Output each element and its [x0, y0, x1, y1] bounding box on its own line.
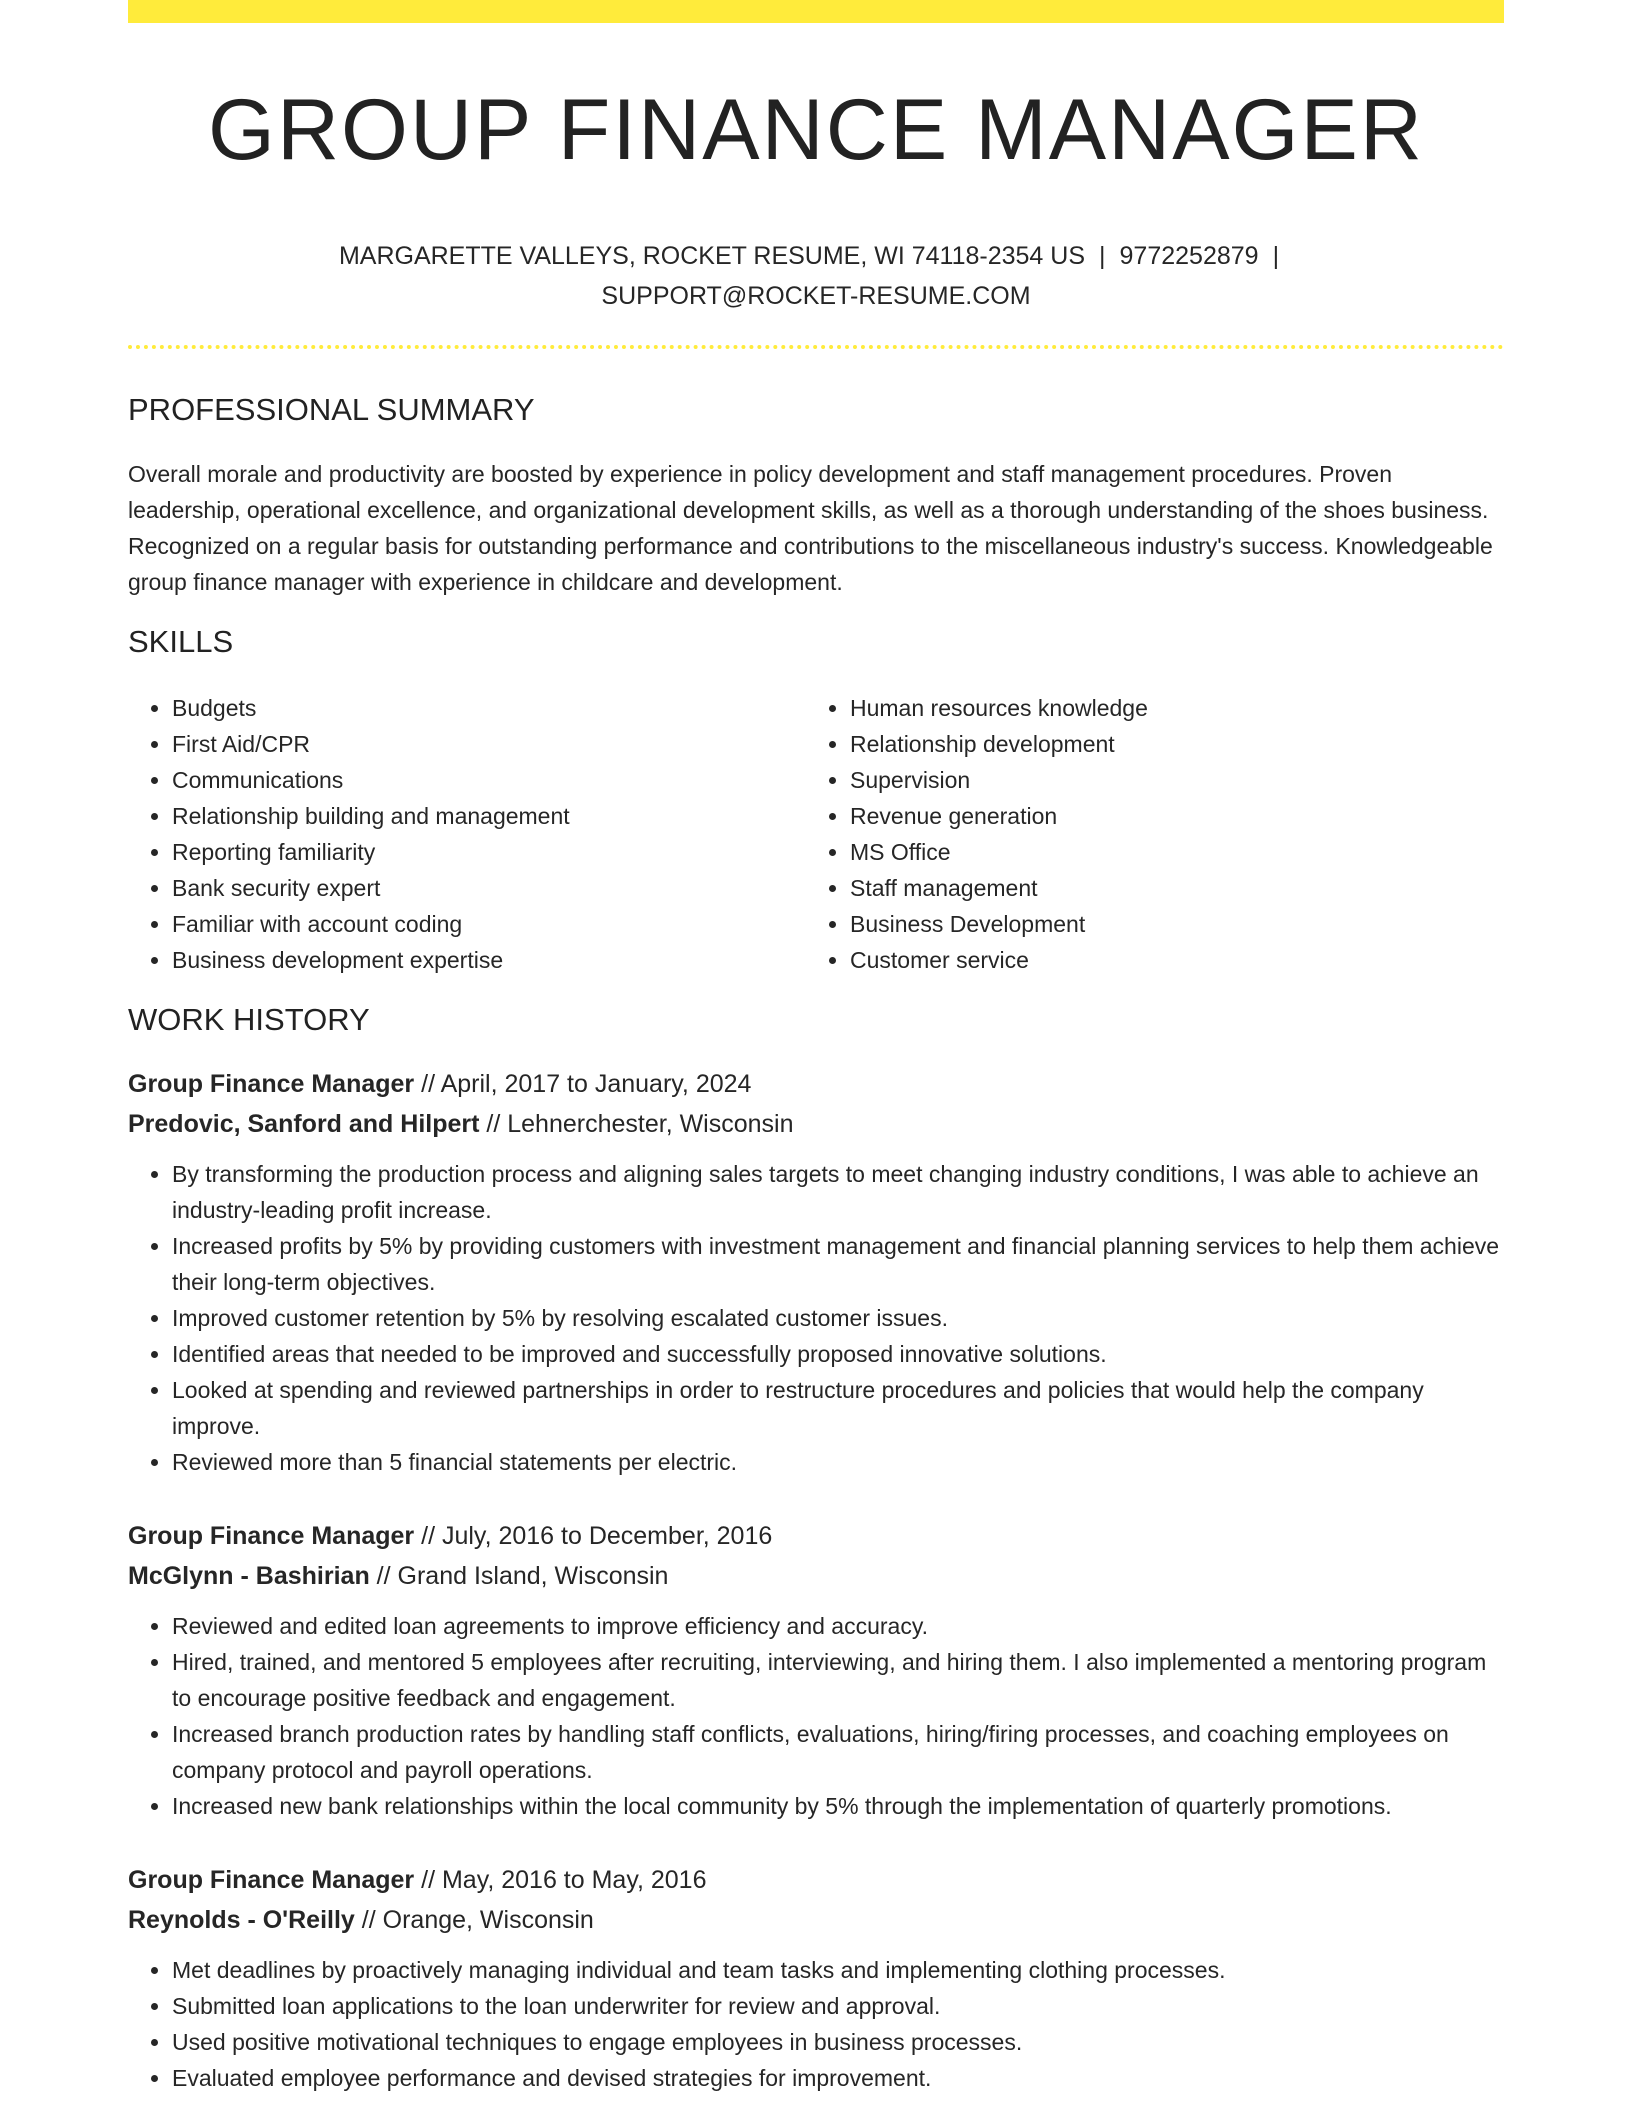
job-company: McGlynn - Bashirian: [128, 1562, 370, 1590]
resume-title: GROUP FINANCE MANAGER: [208, 82, 1424, 178]
header-divider: [128, 345, 1504, 349]
divider: //: [414, 1070, 441, 1098]
contact-email[interactable]: SUPPORT@ROCKET-RESUME.COM: [601, 282, 1031, 310]
job-title: Group Finance Manager: [128, 1866, 415, 1894]
skill-item: • Relationship building and management: [172, 798, 806, 834]
job-bullet: • Hired, trained, and mentored 5 employees after recruiting, interviewing, and hiring them. I also implemented a mentoring program to encourage positive feedback and engagement.: [172, 1644, 1504, 1716]
summary-text: Overall morale and productivity are boosted by experience in policy development and staff management procedures. Proven leadership, operational excellence, and organizational development skills, as well as a thorough understanding of the shoes business. Recognized on a regular basis for outstanding performance and contributions to the miscellaneous industry's success. Knowledgeable group finance manager with experience in childcare and development.: [128, 461, 1493, 595]
job-title-line: [128, 1064, 1504, 1104]
skill-item: • Reporting familiarity: [172, 834, 806, 870]
skills-right-list: [806, 690, 1484, 978]
job-bullet: • Identified areas that needed to be improved and successfully proposed innovative solutions.: [172, 1336, 1504, 1372]
job-bullet: • Increased new bank relationships within the local community by 5% through the implementation of quarterly promotions.: [172, 1788, 1504, 1824]
skills-heading: SKILLS: [128, 624, 234, 659]
job-company-line: [128, 1556, 1504, 1596]
job-location: Grand Island, Wisconsin: [397, 1562, 669, 1590]
divider: //: [414, 1866, 442, 1894]
job-title-line: [128, 1516, 1504, 1556]
job-bullet: • Reviewed and edited loan agreements to improve efficiency and accuracy.: [172, 1608, 1504, 1644]
skills-columns: [128, 690, 1504, 978]
job-bullets: [128, 1156, 1504, 1480]
contact-address: MARGARETTE VALLEYS, ROCKET RESUME, WI 74118-2354 US: [338, 242, 1086, 270]
job-entry: [128, 1064, 1504, 1480]
job-location: Orange, Wisconsin: [382, 1906, 594, 1934]
skill-item: • Budgets: [172, 690, 806, 726]
job-dates: July, 2016 to December, 2016: [441, 1522, 773, 1550]
skill-item: • Relationship development: [850, 726, 1484, 762]
divider: //: [414, 1522, 442, 1550]
job-bullet: • Used positive motivational techniques to engage employees in business processes.: [172, 2024, 1504, 2060]
divider: //: [479, 1110, 508, 1138]
skill-item: • MS Office: [850, 834, 1484, 870]
top-accent-bar: [128, 0, 1504, 23]
skill-item: • First Aid/CPR: [172, 726, 806, 762]
job-bullet: • Evaluated employee performance and devised strategies for improvement.: [172, 2060, 1504, 2096]
skill-item: • Revenue generation: [850, 798, 1484, 834]
job-company: Reynolds - O'Reilly: [128, 1906, 355, 1934]
skill-item: • Supervision: [850, 762, 1484, 798]
skills-left-list: [128, 690, 806, 978]
divider: //: [354, 1906, 383, 1934]
contact-separator: |: [1099, 242, 1106, 270]
divider: //: [369, 1562, 398, 1590]
job-company-line: [128, 1900, 1504, 1940]
job-entry: [128, 1516, 1504, 1824]
skill-item: • Bank security expert: [172, 870, 806, 906]
skill-item: • Familiar with account coding: [172, 906, 806, 942]
job-title: Group Finance Manager: [128, 1522, 415, 1550]
job-dates: May, 2016 to May, 2016: [441, 1866, 707, 1894]
job-bullet: • Met deadlines by proactively managing individual and team tasks and implementing clothing processes.: [172, 1952, 1504, 1988]
skill-item: • Customer service: [850, 942, 1484, 978]
job-bullet: • Increased profits by 5% by providing customers with investment management and financial planning services to help them achieve their long-term objectives.: [172, 1228, 1504, 1300]
job-company-line: [128, 1104, 1504, 1144]
contact-info: [128, 236, 1504, 316]
job-bullet: • Submitted loan applications to the loan underwriter for review and approval.: [172, 1988, 1504, 2024]
work-history-heading: WORK HISTORY: [128, 1002, 370, 1037]
job-bullets: [128, 1608, 1504, 1824]
skill-item: • Staff management: [850, 870, 1484, 906]
contact-phone: 9772252879: [1119, 242, 1259, 270]
skill-item: • Business development expertise: [172, 942, 806, 978]
job-bullet: • Looked at spending and reviewed partnerships in order to restructure procedures and policies that would help the company improve.: [172, 1372, 1504, 1444]
job-bullet: • Reviewed more than 5 financial statements per electric.: [172, 1444, 1504, 1480]
job-entry: [128, 1860, 1504, 2096]
job-bullets: [128, 1952, 1504, 2096]
job-bullet: • Increased branch production rates by handling staff conflicts, evaluations, hiring/firing processes, and coaching employees on company protocol and payroll operations.: [172, 1716, 1504, 1788]
summary-heading: PROFESSIONAL SUMMARY: [128, 392, 535, 427]
skill-item: • Human resources knowledge: [850, 690, 1484, 726]
job-title-line: [128, 1860, 1504, 1900]
job-bullet: • By transforming the production process and aligning sales targets to meet changing industry conditions, I was able to achieve an industry-leading profit increase.: [172, 1156, 1504, 1228]
job-bullet: • Improved customer retention by 5% by resolving escalated customer issues.: [172, 1300, 1504, 1336]
job-dates: April, 2017 to January, 2024: [440, 1070, 752, 1098]
skill-item: • Communications: [172, 762, 806, 798]
job-location: Lehnerchester, Wisconsin: [507, 1110, 794, 1138]
contact-separator: |: [1272, 242, 1280, 270]
job-title: Group Finance Manager: [128, 1070, 415, 1098]
job-company: Predovic, Sanford and Hilpert: [128, 1110, 480, 1138]
skill-item: • Business Development: [850, 906, 1484, 942]
